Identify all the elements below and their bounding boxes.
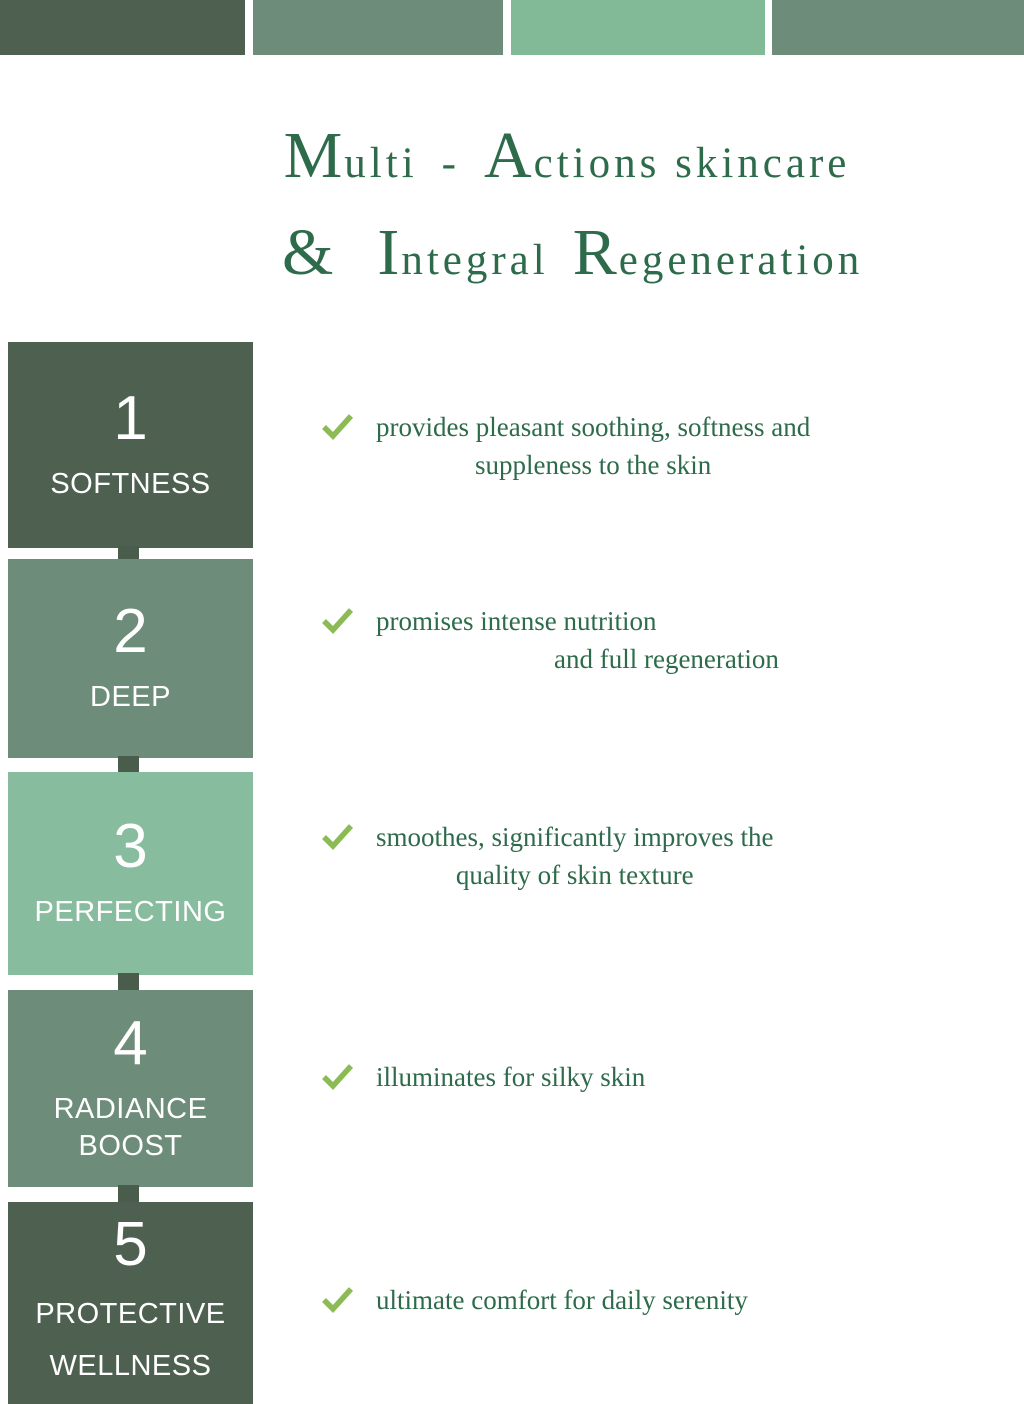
step-block-protective-wellness xyxy=(8,1202,253,1404)
benefit-item-5 xyxy=(322,1281,748,1319)
title-initial: I xyxy=(377,216,402,289)
step-connector xyxy=(118,546,139,559)
benefit-line-1: illuminates for silky skin xyxy=(376,1062,646,1092)
check-icon xyxy=(322,607,354,634)
step-label-line: BOOST xyxy=(78,1129,183,1162)
step-connector xyxy=(118,1185,139,1202)
top-bar-segment-1 xyxy=(0,0,245,55)
step-label-line: SOFTNESS xyxy=(50,467,211,500)
benefit-line-1: promises intense nutrition xyxy=(376,606,657,636)
title-initial: R xyxy=(572,216,619,289)
benefit-line-1: ultimate comfort for daily serenity xyxy=(376,1285,748,1315)
benefit-line-1: smoothes, significantly improves the xyxy=(376,822,774,852)
title-dash: - xyxy=(441,140,460,187)
step-block-softness xyxy=(8,342,253,548)
step-label-line: RADIANCE xyxy=(53,1092,208,1125)
step-number: 5 xyxy=(113,1210,148,1279)
step-number: 2 xyxy=(113,597,148,666)
page-title xyxy=(272,118,862,308)
step-block-perfecting xyxy=(8,772,253,975)
step-block-radiance-boost xyxy=(8,990,253,1187)
top-bar-segment-2 xyxy=(253,0,503,55)
benefit-text xyxy=(376,818,773,894)
benefit-item-4 xyxy=(322,1058,645,1096)
benefit-line-2: quality of skin texture xyxy=(455,860,694,890)
step-block-deep xyxy=(8,559,253,758)
check-icon xyxy=(322,1286,354,1313)
top-bar-segment-3 xyxy=(511,0,765,55)
title-initial: A xyxy=(483,119,534,192)
title-text: ulti xyxy=(344,140,418,187)
title-text: ctions skincare xyxy=(533,140,851,187)
title-text: egeneration xyxy=(618,237,864,284)
step-label-line: DEEP xyxy=(90,681,171,713)
check-icon xyxy=(322,823,354,850)
step-number: 4 xyxy=(113,1008,148,1078)
check-icon xyxy=(322,1063,354,1090)
step-label-line: WELLNESS xyxy=(49,1350,212,1382)
title-line-2 xyxy=(272,215,862,308)
top-bar-segment-4 xyxy=(772,0,1024,55)
step-connector xyxy=(118,973,139,990)
step-number: 3 xyxy=(113,812,148,881)
check-icon xyxy=(322,413,354,440)
benefit-line-2: suppleness to the skin xyxy=(474,450,712,480)
benefit-item-3 xyxy=(322,818,773,894)
step-number: 1 xyxy=(113,383,148,453)
step-connector xyxy=(118,756,139,772)
title-text: ntegral xyxy=(401,237,549,284)
step-label-line: PROTECTIVE xyxy=(35,1298,226,1330)
benefit-text xyxy=(376,1281,748,1319)
title-line-1 xyxy=(272,118,862,211)
benefit-item-2 xyxy=(322,602,779,678)
benefit-item-1 xyxy=(322,408,810,484)
benefit-text xyxy=(376,602,779,678)
benefit-text xyxy=(376,408,810,484)
title-ampersand: & xyxy=(282,216,336,289)
benefit-text xyxy=(376,1058,645,1096)
benefit-line-1: provides pleasant soothing, softness and xyxy=(376,412,811,442)
benefit-line-2: and full regeneration xyxy=(554,644,779,674)
title-initial: M xyxy=(283,119,345,192)
step-label-line: PERFECTING xyxy=(34,896,227,928)
